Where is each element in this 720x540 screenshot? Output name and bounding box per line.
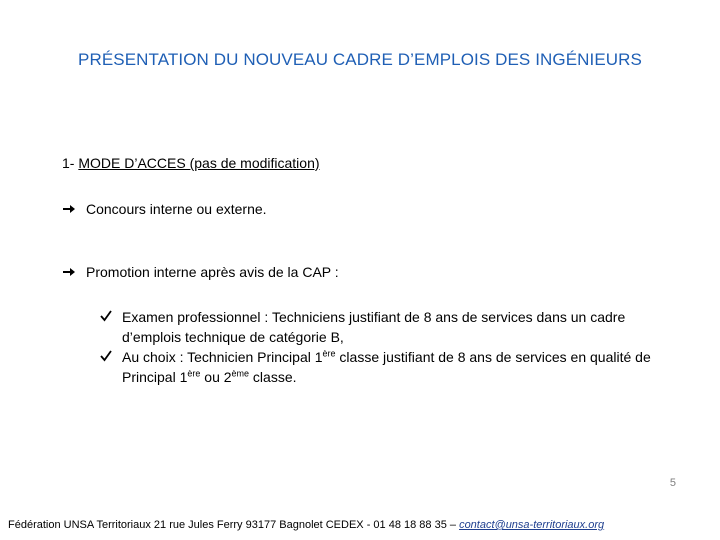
sub-list — [100, 307, 682, 387]
page-number: 5 — [669, 477, 676, 489]
checkmark-icon — [100, 310, 112, 322]
sub-item-text: Au choix : Technicien Principal 1ère classe justifiant de 8 ans de services en qualité de Principal 1ère ou 2ème classe. — [122, 348, 651, 385]
footer-email-link[interactable]: contact@unsa-territoriaux.org — [459, 519, 605, 531]
bullet-item — [62, 264, 339, 280]
bullet-item — [62, 201, 267, 217]
footer — [8, 519, 604, 531]
arrow-right-icon — [62, 202, 76, 216]
slide-title: PRÉSENTATION DU NOUVEAU CADRE D’EMPLOIS DES INGÉNIEURS — [78, 50, 642, 69]
sub-list-item — [100, 307, 682, 347]
section-heading — [62, 155, 320, 171]
footer-text: Fédération UNSA Territoriaux 21 rue Jules Ferry 93177 Bagnolet CEDEX - 01 48 18 88 35 – — [8, 519, 460, 531]
section-number: 1- — [62, 155, 79, 171]
bullet-text: Concours interne ou externe. — [86, 201, 267, 217]
sub-item-text: Examen professionnel : Techniciens justifiant de 8 ans de services dans un cadre d’emplois technique de catégorie B, — [122, 309, 626, 345]
section-heading-text: MODE D’ACCES (pas de modification) — [78, 155, 320, 171]
arrow-right-icon — [62, 265, 76, 279]
bullet-text: Promotion interne après avis de la CAP : — [86, 264, 339, 280]
checkmark-icon — [100, 350, 112, 362]
sub-list-item — [100, 347, 682, 387]
